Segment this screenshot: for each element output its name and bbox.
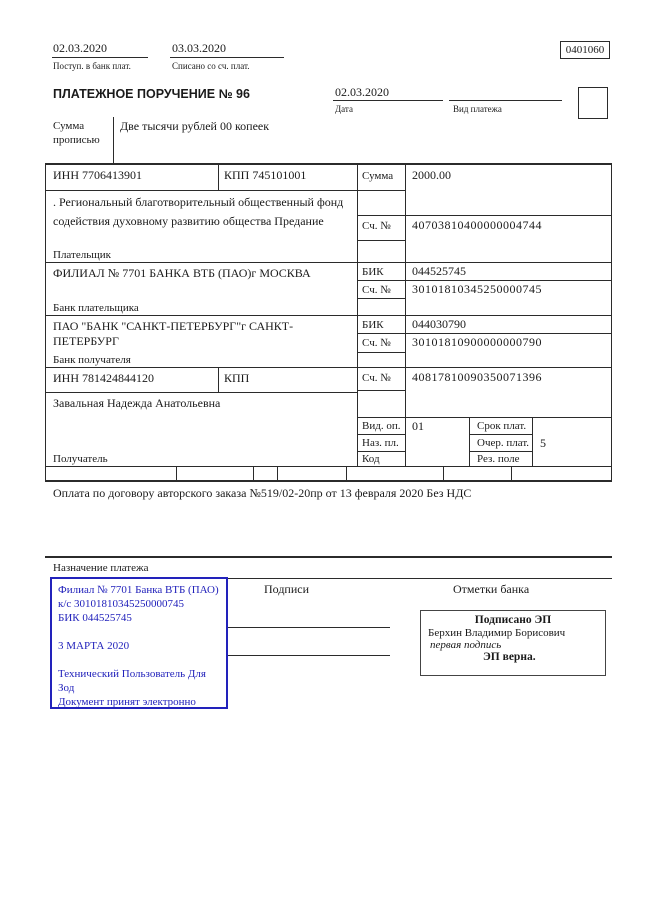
payee-bank-section-label: Банк получателя	[53, 354, 131, 366]
received-date-underline	[52, 57, 148, 58]
inn-kpp-divider-payer	[218, 163, 219, 190]
payment-type-underline	[449, 100, 562, 101]
payer-section-label: Плательщик	[53, 249, 111, 261]
debited-date-underline	[170, 57, 284, 58]
reserve-field-label: Рез. поле	[477, 453, 520, 465]
grid-line	[357, 352, 405, 353]
amount-words-divider	[113, 117, 114, 164]
grid-line	[45, 315, 611, 316]
document-title: ПЛАТЕЖНОЕ ПОРУЧЕНИЕ № 96	[53, 87, 250, 101]
bank-acceptance-stamp	[50, 577, 228, 709]
grid-line	[357, 390, 405, 391]
payee-bank-account: 30101810900000000790	[412, 335, 542, 349]
payment-type-label: Вид платежа	[453, 104, 502, 114]
payee-name: Завальная Надежда Анатольевна	[53, 396, 221, 410]
document-date: 02.03.2020	[335, 85, 389, 99]
payer-inn: ИНН 7706413901	[53, 168, 142, 182]
amount-words-label-1: Сумма	[53, 120, 85, 132]
inn-kpp-divider-payee	[218, 367, 219, 392]
tax-cell-divider	[443, 466, 444, 480]
due-date-label: Срок плат.	[477, 420, 527, 432]
grid-line	[357, 215, 611, 216]
op-type-label: Вид. оп.	[362, 420, 401, 432]
tax-cell-divider	[346, 466, 347, 480]
payment-type-box	[578, 87, 608, 119]
stamp-line: к/с 30101810345250000745	[58, 598, 185, 610]
signed-with-es-title: Подписано ЭП	[474, 614, 552, 626]
payer-bank-account-label: Сч. №	[362, 284, 391, 296]
payment-purpose-text: Оплата по договору авторского заказа №519/02-20пр от 13 февраля 2020 Без НДС	[53, 486, 472, 500]
payer-account: 40703810400000004744	[412, 218, 542, 232]
purpose-underline	[45, 556, 612, 558]
tax-cell-divider	[253, 466, 254, 480]
table-right-border	[611, 163, 612, 481]
payee-account: 40817810090350071396	[412, 370, 542, 384]
stamp-line: Технический Пользователь Для	[58, 668, 206, 680]
table-top-border	[45, 163, 612, 165]
grid-line	[45, 466, 611, 467]
grid-line	[357, 280, 611, 281]
payer-bank-bik: 044525745	[412, 264, 466, 278]
grid-line	[357, 240, 405, 241]
grid-line	[469, 434, 532, 435]
signature-line-2	[228, 655, 390, 656]
signature-section-line	[228, 578, 612, 579]
grid-line	[45, 262, 611, 263]
grid-line	[357, 451, 405, 452]
payee-bank-bik-label: БИК	[362, 319, 384, 331]
stamp-line: Документ принят электронно	[58, 696, 196, 708]
stamp-line: 3 МАРТА 2020	[58, 640, 130, 652]
payer-kpp: КПП 745101001	[224, 168, 307, 182]
payer-account-label: Сч. №	[362, 220, 391, 232]
date-underline	[333, 100, 443, 101]
stamp-line	[58, 653, 226, 667]
purpose-code-label: Наз. пл.	[362, 437, 399, 449]
payee-bank-name: ПАО "БАНК "САНКТ-ПЕТЕРБУРГ"г САНКТ-ПЕТЕРБУРГ	[53, 319, 294, 348]
signature-line-1	[228, 627, 390, 628]
signature-validity: ЭП верна.	[483, 651, 536, 663]
amount-words-label-2: прописью	[53, 134, 100, 146]
debited-date-label: Списано со сч. плат.	[172, 61, 250, 71]
payer-name: . Региональный благотворительный общественный фонд содействия духовному развитию общества Предание	[53, 195, 344, 228]
payee-section-label: Получатель	[53, 453, 108, 465]
tax-cell-divider	[176, 466, 177, 480]
payer-bank-account: 30101810345250000745	[412, 282, 542, 296]
received-date: 02.03.2020	[53, 41, 107, 55]
priority-label: Очер. плат.	[477, 437, 530, 449]
payer-bank-section-label: Банк плательщика	[53, 302, 139, 314]
op-type-value: 01	[412, 419, 424, 433]
payment-purpose-label: Назначение платежа	[53, 562, 149, 574]
payee-bank-account-label: Сч. №	[362, 337, 391, 349]
grid-line	[532, 417, 533, 466]
grid-line	[45, 190, 405, 191]
grid-line	[357, 333, 611, 334]
stamp-line: Зод	[58, 682, 75, 694]
payer-bank-name: ФИЛИАЛ № 7701 БАНКА ВТБ (ПАО)г МОСКВА	[53, 266, 311, 280]
payee-account-label: Сч. №	[362, 372, 391, 384]
grid-line	[469, 417, 470, 466]
payee-bank-bik: 044030790	[412, 317, 466, 331]
form-code-box: 0401060	[560, 41, 610, 59]
priority-value: 5	[540, 436, 546, 450]
signatures-title: Подписи	[264, 582, 310, 596]
debited-date: 03.03.2020	[172, 41, 226, 55]
stamp-line: БИК 044525745	[58, 612, 132, 624]
received-date-label: Поступ. в банк плат.	[53, 61, 131, 71]
amount-words-value: Две тысячи рублей 00 копеек	[120, 119, 270, 133]
payee-inn: ИНН 781424844120	[53, 371, 154, 385]
payee-kpp-label: КПП	[224, 371, 250, 385]
table-bottom-border	[45, 480, 612, 482]
signature-type: первая подпись	[430, 639, 502, 651]
tax-cell-divider	[277, 466, 278, 480]
signer-name: Берхин Владимир Борисович	[428, 627, 566, 639]
grid-line	[45, 392, 357, 393]
payer-bank-bik-label: БИК	[362, 266, 384, 278]
grid-line	[469, 451, 532, 452]
bank-marks-title: Отметки банка	[453, 582, 530, 596]
grid-line	[357, 298, 405, 299]
grid-line	[45, 367, 611, 368]
sum-value: 2000.00	[412, 168, 451, 182]
date-label: Дата	[335, 104, 353, 114]
sum-label: Сумма	[362, 170, 394, 182]
stamp-line: Филиал № 7701 Банка ВТБ (ПАО)	[58, 584, 219, 596]
code-label: Код	[362, 453, 380, 465]
table-left-border	[45, 163, 46, 481]
electronic-signature-box	[420, 610, 606, 676]
grid-line	[357, 434, 405, 435]
tax-cell-divider	[511, 466, 512, 480]
stamp-line	[58, 625, 226, 639]
grid-line	[357, 417, 611, 418]
